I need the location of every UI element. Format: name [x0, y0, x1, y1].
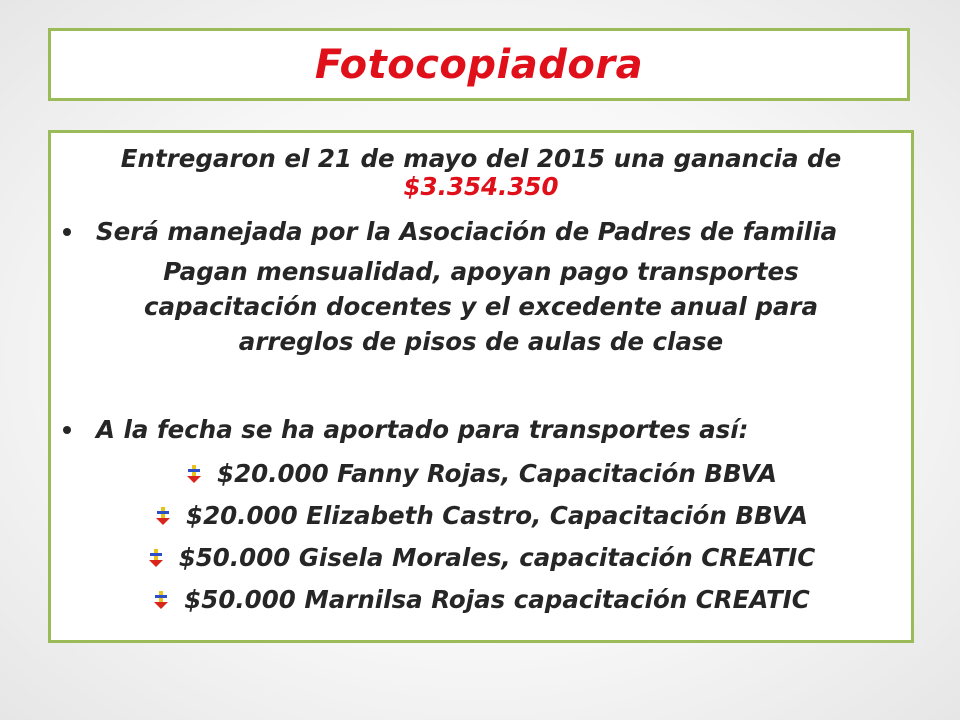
content-box — [48, 130, 914, 643]
paragraph-line-3: arreglos de pisos de aulas de clase — [238, 327, 724, 356]
paragraph-line-2: capacitación docentes y el excedente anual para — [143, 292, 819, 321]
down-arrow-bullet-icon — [152, 590, 170, 610]
down-arrow-bullet-icon — [147, 548, 165, 568]
slide-title: Fotocopiadora — [314, 41, 644, 88]
down-arrow-bullet-icon — [185, 464, 203, 484]
bullet-icon — [63, 426, 71, 434]
contribution-item — [51, 586, 911, 614]
title-box — [48, 28, 910, 101]
contribution-item — [51, 544, 911, 572]
intro-line: Entregaron el 21 de mayo del 2015 una ganancia de — [120, 144, 842, 173]
contribution-item — [51, 502, 911, 530]
contribution-text: $20.000 Fanny Rojas, Capacitación BBVA — [217, 459, 777, 488]
intro-amount: $3.354.350 — [403, 172, 559, 201]
down-arrow-bullet-icon — [154, 506, 172, 526]
contribution-text: $50.000 Gisela Morales, capacitación CREATIC — [178, 543, 816, 572]
contribution-text: $20.000 Elizabeth Castro, Capacitación BBVA — [186, 501, 808, 530]
bullet-icon — [63, 228, 71, 236]
contribution-text: $50.000 Marnilsa Rojas capacitación CREATIC — [184, 585, 810, 614]
contribution-item — [51, 460, 911, 488]
bullet-transport: A la fecha se ha aportado para transportes así: — [96, 415, 749, 444]
bullet-association: Será manejada por la Asociación de Padres de familia — [96, 217, 838, 246]
paragraph-line-1: Pagan mensualidad, apoyan pago transportes — [163, 257, 799, 286]
